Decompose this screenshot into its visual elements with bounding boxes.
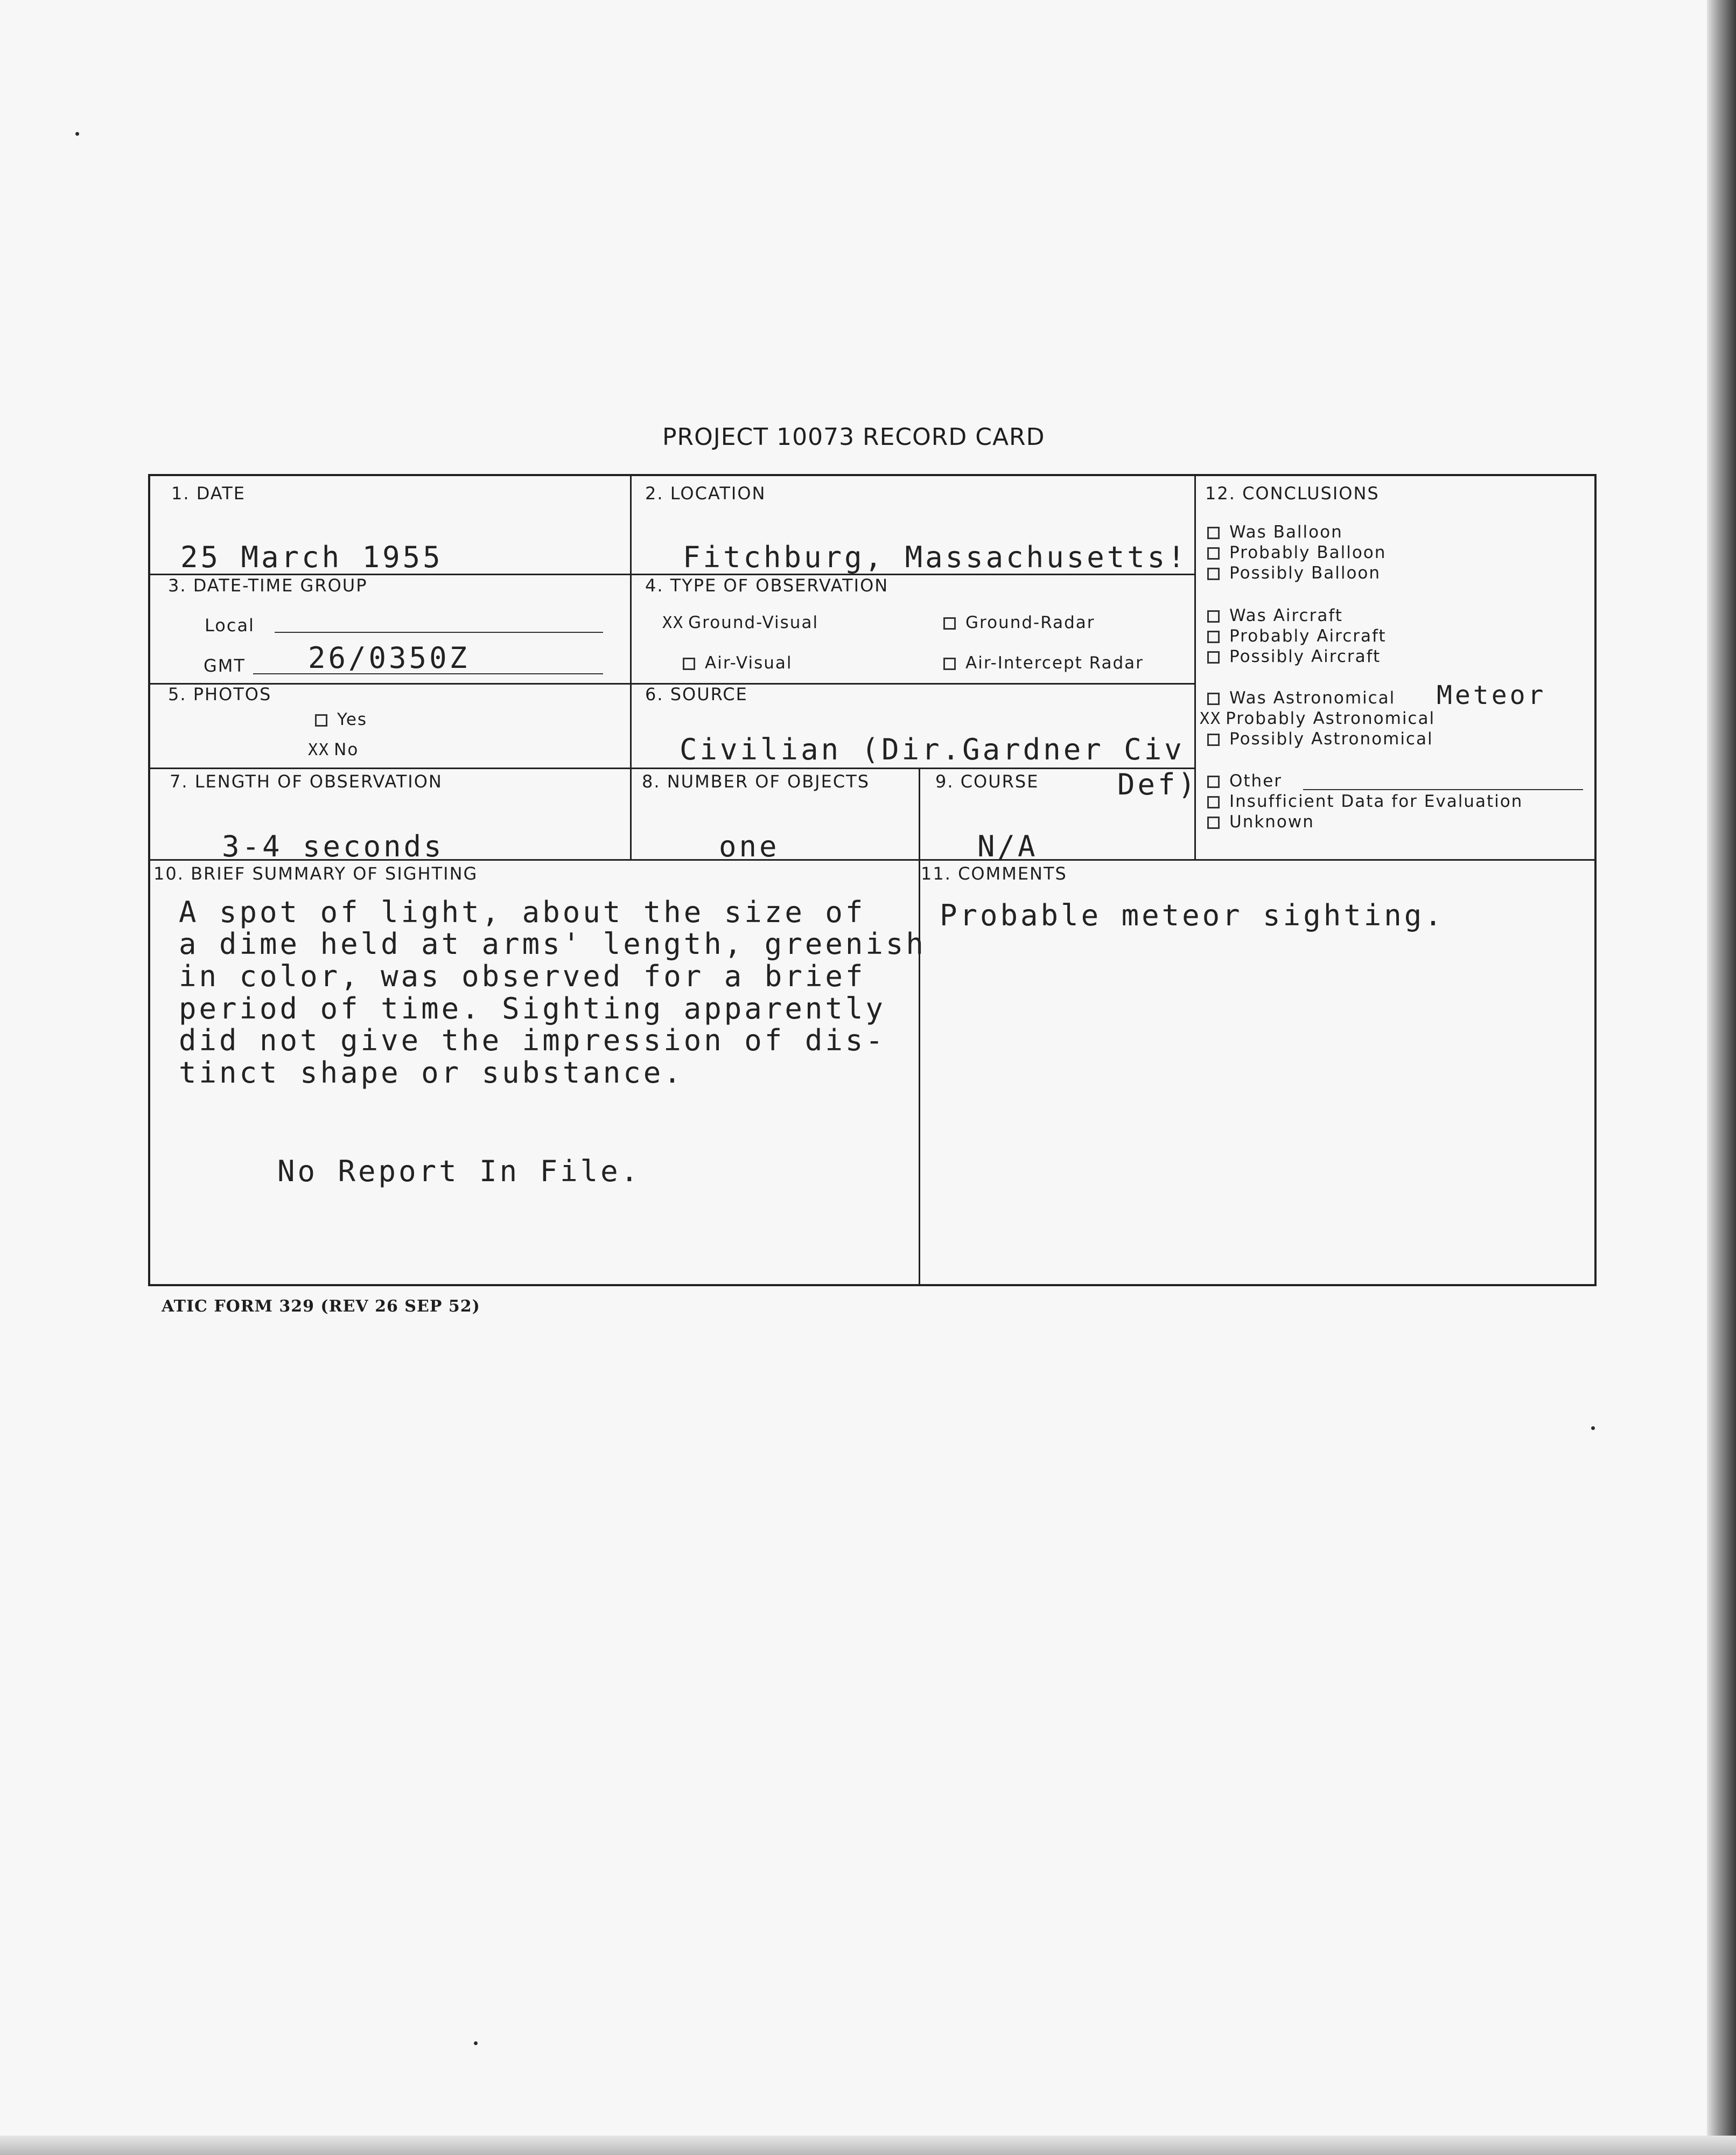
ground-radar-checkbox (943, 617, 956, 630)
local-fill-line (275, 632, 603, 633)
length-label: 7. LENGTH OF OBSERVATION (170, 771, 443, 792)
conclusion-option: Possibly Aircraft (1207, 647, 1381, 666)
summary-line: did not give the impression of dis- (179, 1023, 886, 1057)
conclusion-option: Other (1207, 771, 1282, 791)
source-label: 6. SOURCE (645, 684, 748, 705)
column-divider (630, 474, 632, 859)
conclusion-option: Was Aircraft (1207, 606, 1343, 625)
comments-label: 11. COMMENTS (921, 863, 1067, 884)
conclusion-checkbox (1207, 610, 1220, 623)
date-label: 1. DATE (171, 483, 246, 504)
photos-no-mark: XX (308, 741, 330, 759)
conclusion-option: Was Astronomical (1207, 688, 1395, 708)
conclusion-option: Insufficient Data for Evaluation (1207, 792, 1523, 811)
conclusion-checkbox (1207, 817, 1220, 829)
summary-line: in color, was observed for a brief (179, 959, 866, 993)
page-bottom-edge (0, 2136, 1736, 2155)
objects-label: 8. NUMBER OF OBJECTS (642, 771, 870, 792)
course-label: 9. COURSE (935, 771, 1039, 792)
conclusion-option: Unknown (1207, 812, 1314, 832)
source-value-continued: Def) (1117, 768, 1199, 801)
conclusion-checkbox (1207, 796, 1220, 808)
probably-astronomical-mark: XX (1200, 709, 1222, 728)
air-visual-option: Air-Visual (683, 653, 793, 673)
conclusion-option: Was Balloon (1207, 522, 1343, 542)
conclusion-checkbox (1207, 631, 1220, 643)
column-divider (919, 768, 920, 1286)
summary-line: tinct shape or substance. (179, 1056, 684, 1090)
photos-yes-option: Yes (315, 710, 367, 729)
conclusions-label: 12. CONCLUSIONS (1205, 483, 1380, 504)
photos-label: 5. PHOTOS (168, 684, 272, 705)
meteor-note: Meteor (1437, 680, 1546, 710)
conclusion-option: Probably Balloon (1207, 543, 1386, 562)
conclusion-option: Possibly Astronomical (1207, 729, 1433, 749)
source-value: Civilian (Dir.Gardner Civ (680, 733, 1185, 766)
ground-visual-option: XX Ground-Visual (662, 613, 819, 632)
other-fill-line (1303, 789, 1583, 790)
objects-value: one (719, 829, 780, 863)
conclusion-option: Probably Aircraft (1207, 626, 1387, 646)
local-label: Local (205, 615, 255, 636)
summary-line: a dime held at arms' length, greenish (179, 927, 926, 961)
gmt-value: 26/0350Z (308, 641, 470, 675)
air-visual-checkbox (683, 658, 695, 670)
photos-yes-checkbox (315, 714, 327, 727)
conclusion-checkbox (1207, 651, 1220, 664)
conclusion-option: Possibly Balloon (1207, 563, 1381, 583)
dust-speck (1591, 1426, 1595, 1430)
date-value: 25 March 1955 (180, 540, 443, 574)
dust-speck (75, 132, 79, 136)
ground-visual-mark: XX (662, 613, 684, 632)
form-identifier: ATIC FORM 329 (REV 26 SEP 52) (162, 1297, 480, 1316)
conclusion-checkbox (1207, 776, 1220, 788)
dust-speck (474, 2041, 478, 2045)
summary-note: No Report In File. (277, 1154, 641, 1188)
page-edge-shadow (1707, 0, 1736, 2155)
photos-no-option: XX No (308, 740, 359, 759)
location-label: 2. LOCATION (645, 483, 766, 504)
course-value: N/A (977, 829, 1038, 863)
summary-line: period of time. Sighting apparently (179, 992, 886, 1026)
conclusion-option-selected: XX Probably Astronomical (1200, 709, 1436, 728)
dtg-label: 3. DATE-TIME GROUP (168, 575, 368, 596)
card-title: PROJECT 10073 RECORD CARD (662, 423, 1045, 451)
conclusion-checkbox (1207, 527, 1220, 539)
summary-line: A spot of light, about the size of (179, 895, 866, 929)
air-intercept-radar-checkbox (943, 658, 956, 670)
length-value: 3-4 seconds (222, 829, 444, 863)
conclusion-checkbox (1207, 547, 1220, 560)
summary-label: 10. BRIEF SUMMARY OF SIGHTING (153, 863, 478, 884)
observation-type-label: 4. TYPE OF OBSERVATION (645, 575, 889, 596)
row-divider (148, 768, 1195, 769)
air-intercept-radar-option: Air-Intercept Radar (943, 653, 1144, 673)
gmt-label: GMT (204, 655, 246, 676)
location-value: Fitchburg, Massachusetts! (683, 540, 1188, 574)
conclusion-checkbox (1207, 568, 1220, 580)
comments-value: Probable meteor sighting. (940, 898, 1445, 932)
conclusion-checkbox (1207, 693, 1220, 705)
ground-radar-option: Ground-Radar (943, 613, 1095, 632)
conclusion-checkbox (1207, 734, 1220, 746)
